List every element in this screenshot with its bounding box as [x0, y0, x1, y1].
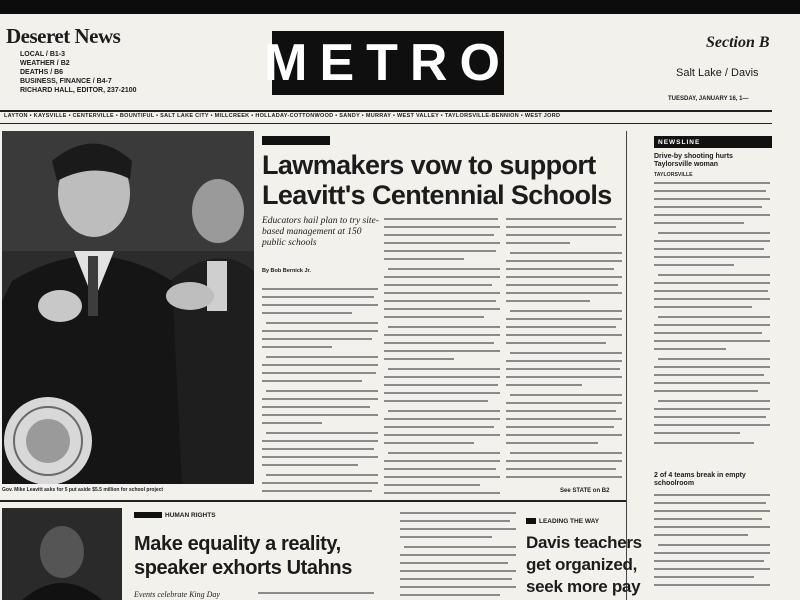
newsline-label: NEWSLINE	[654, 136, 772, 148]
second-kicker-text: HUMAN RIGHTS	[165, 512, 216, 519]
column-rule	[626, 131, 627, 600]
third-headline[interactable]: Davis teachers get organized, seek more pay	[526, 533, 642, 596]
second-story-column	[400, 510, 516, 600]
lead-photo	[2, 131, 254, 484]
story-column-3	[506, 216, 622, 488]
index-line: BUSINESS, FINANCE / B4-7	[20, 78, 112, 85]
lead-headline[interactable]: Lawmakers vow to support Leavitt's Centennial Schools	[262, 150, 612, 210]
kicker-bar	[262, 136, 330, 145]
second-headline[interactable]: Make equality a reality, speaker exhorts Utahns	[134, 533, 352, 579]
section-label: Section B	[706, 34, 770, 51]
second-story-column	[258, 590, 378, 600]
section-index	[20, 50, 137, 95]
index-line: LOCAL / B1-3	[20, 51, 65, 58]
divider	[0, 123, 772, 124]
continued-line[interactable]: See STATE on B2	[560, 488, 610, 494]
brief-body	[654, 492, 772, 598]
index-line: DEATHS / B6	[20, 69, 64, 76]
body-text-lines	[506, 216, 622, 488]
photo-caption: Gov. Mike Leavitt asks for 5 put aside $5.5 million for school project	[2, 487, 164, 493]
index-line: WEATHER / B2	[20, 60, 70, 67]
index-line: RICHARD HALL, EDITOR, 237-2100	[20, 87, 137, 94]
brief-dateline: TAYLORSVILLE	[654, 172, 693, 178]
lead-deck: Educators hail plan to try site-based management at 150 public schools	[262, 216, 379, 248]
brief-headline[interactable]: Drive-by shooting hurts Taylorsville woman	[654, 153, 733, 168]
brief-headline[interactable]: 2 of 4 teams break in empty schoolroom	[654, 472, 746, 487]
kicker-bar	[134, 512, 162, 518]
third-kicker-text: LEADING THE WAY	[539, 518, 600, 525]
second-kicker	[134, 512, 216, 519]
towns-strip: LAYTON • KAYSVILLE • CENTERVILLE • BOUNTIFUL • SALT LAKE CITY • MILLCREEK • HOLLADAY-COTTONWOOD • SANDY • MURRAY • WEST VALLEY • TAYLORSVILLE-BENNION • WEST JORD	[4, 113, 561, 119]
lead-photo-image	[2, 131, 254, 484]
brief-body	[654, 172, 772, 462]
paper-name: Deseret News	[6, 24, 121, 48]
body-text-lines	[654, 180, 772, 460]
section-title: METRO	[272, 31, 504, 95]
second-photo	[2, 508, 122, 600]
story-column-1	[262, 286, 380, 500]
body-text-lines	[400, 510, 516, 600]
date-line: TUESDAY, JANUARY 16, 1—	[668, 96, 749, 102]
second-deck: Events celebrate King Day	[134, 590, 220, 599]
scan-border	[0, 0, 800, 14]
body-text-lines	[262, 286, 380, 500]
body-text-lines	[384, 216, 500, 498]
divider	[0, 500, 626, 502]
kicker-bar	[526, 518, 536, 524]
lead-byline: By Bob Bernick Jr.	[262, 268, 311, 274]
cities-line: Salt Lake / Davis	[676, 67, 759, 79]
second-photo-image	[2, 508, 122, 600]
story-column-2	[384, 216, 500, 498]
body-text-lines	[258, 590, 378, 600]
divider	[0, 110, 772, 112]
body-text-lines	[654, 492, 772, 598]
third-kicker	[526, 518, 599, 525]
